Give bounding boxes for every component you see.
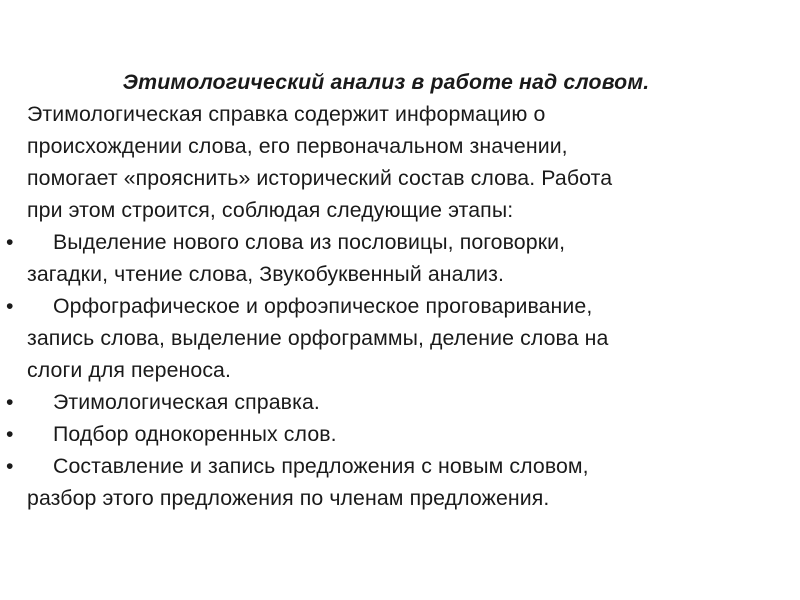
list-item-line: Составление и запись предложения с новым словом, <box>53 454 589 478</box>
bullet-icon: • <box>6 454 14 478</box>
list-item <box>6 226 746 290</box>
bullet-icon: • <box>6 390 14 414</box>
list-item <box>6 386 746 418</box>
intro-line: происхождении слова, его первоначальном значении, <box>27 134 568 158</box>
list-item-line: слоги для переноса. <box>27 358 232 382</box>
list-item-line: запись слова, выделение орфограммы, деление слова на <box>27 326 609 350</box>
list-item-line: Орфографическое и орфоэпическое проговаривание, <box>53 294 593 318</box>
list-item <box>6 290 746 386</box>
list-item <box>6 450 746 514</box>
intro-line: помогает «прояснить» исторический состав слова. Работа <box>27 166 613 190</box>
list-item-line: Этимологическая справка. <box>53 390 320 414</box>
list-item-line: загадки, чтение слова, Звукобуквенный анализ. <box>27 262 504 286</box>
intro-line: Этимологическая справка содержит информацию о <box>27 102 546 126</box>
list-item <box>6 418 746 450</box>
bullet-icon: • <box>6 230 14 254</box>
bullet-icon: • <box>6 422 14 446</box>
steps-list <box>6 226 746 514</box>
intro-line: при этом строится, соблюдая следующие этапы: <box>27 198 514 222</box>
bullet-icon: • <box>6 294 14 318</box>
list-item-line: разбор этого предложения по членам предложения. <box>27 486 550 510</box>
slide-title: Этимологический анализ в работе над словом. <box>122 70 650 94</box>
slide-content <box>6 66 746 514</box>
list-item-line: Выделение нового слова из пословицы, поговорки, <box>53 230 566 254</box>
intro-paragraph <box>6 98 746 226</box>
list-item-line: Подбор однокоренных слов. <box>53 422 337 446</box>
